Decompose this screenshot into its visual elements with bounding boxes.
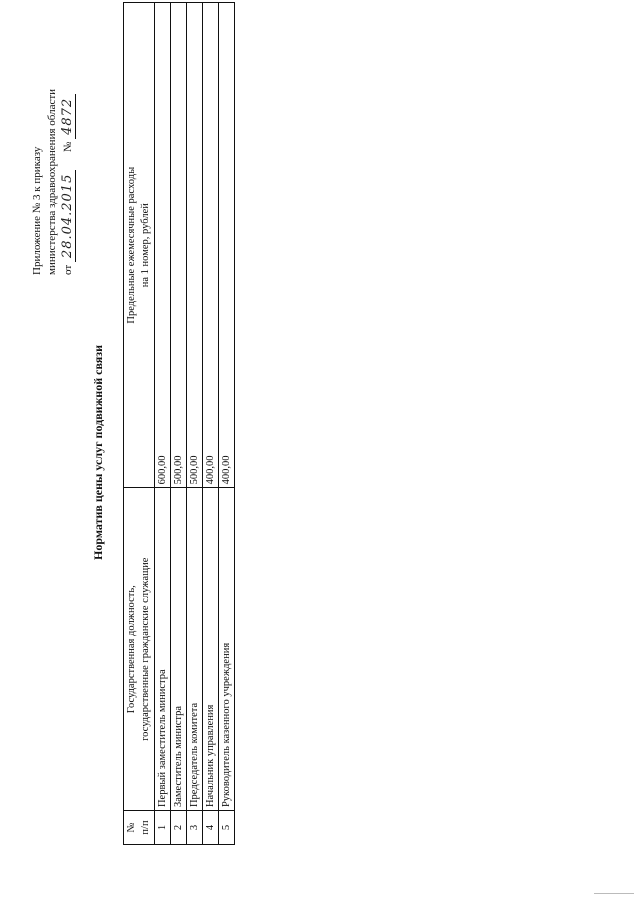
row-value: 600,00 <box>155 3 171 488</box>
row-num: 1 <box>155 811 171 845</box>
table-header-row <box>124 3 155 845</box>
row-num: 5 <box>219 811 235 845</box>
appendix-date-line <box>60 0 76 275</box>
row-value: 400,00 <box>203 3 219 488</box>
norm-table <box>123 2 235 845</box>
row-position: Руководитель казенного учреждения <box>219 488 235 811</box>
appendix-header <box>30 0 76 275</box>
row-position: Председатель комитета <box>187 488 203 811</box>
handwritten-date: 28.04.2015 <box>60 170 76 262</box>
row-position: Начальник управления <box>203 488 219 811</box>
row-num: 3 <box>187 811 203 845</box>
date-prefix: от <box>62 264 74 275</box>
table-row <box>155 3 171 845</box>
row-position: Заместитель министра <box>171 488 187 811</box>
row-value: 500,00 <box>171 3 187 488</box>
table-row <box>187 3 203 845</box>
header-limit-line1: Предельные ежемесячные расходы <box>126 166 137 324</box>
row-value: 500,00 <box>187 3 203 488</box>
header-num-line2: п/п <box>140 820 151 835</box>
scan-edge-mark <box>594 893 634 894</box>
appendix-line-2: министерства здравоохранения области <box>46 88 58 275</box>
row-value: 400,00 <box>219 3 235 488</box>
table-row <box>219 3 235 845</box>
header-position-line1: Государственная должность, <box>126 585 137 714</box>
table-row <box>203 3 219 845</box>
header-limit <box>124 3 155 488</box>
handwritten-number: 4872 <box>60 94 76 139</box>
appendix-line-1: Приложение № 3 к приказу <box>31 146 43 275</box>
row-num: 2 <box>171 811 187 845</box>
header-num <box>124 811 155 845</box>
table-row <box>171 3 187 845</box>
row-num: 4 <box>203 811 219 845</box>
header-limit-line2: на 1 номер, рублей <box>140 203 151 288</box>
number-prefix: № <box>62 141 74 153</box>
header-position-line2: государственные гражданские служащие <box>140 557 151 741</box>
header-num-line1: № <box>126 822 137 833</box>
header-position <box>124 488 155 811</box>
row-position: Первый заместитель министра <box>155 488 171 811</box>
document-title: Норматив цены услуг подвижной связи <box>91 345 105 560</box>
